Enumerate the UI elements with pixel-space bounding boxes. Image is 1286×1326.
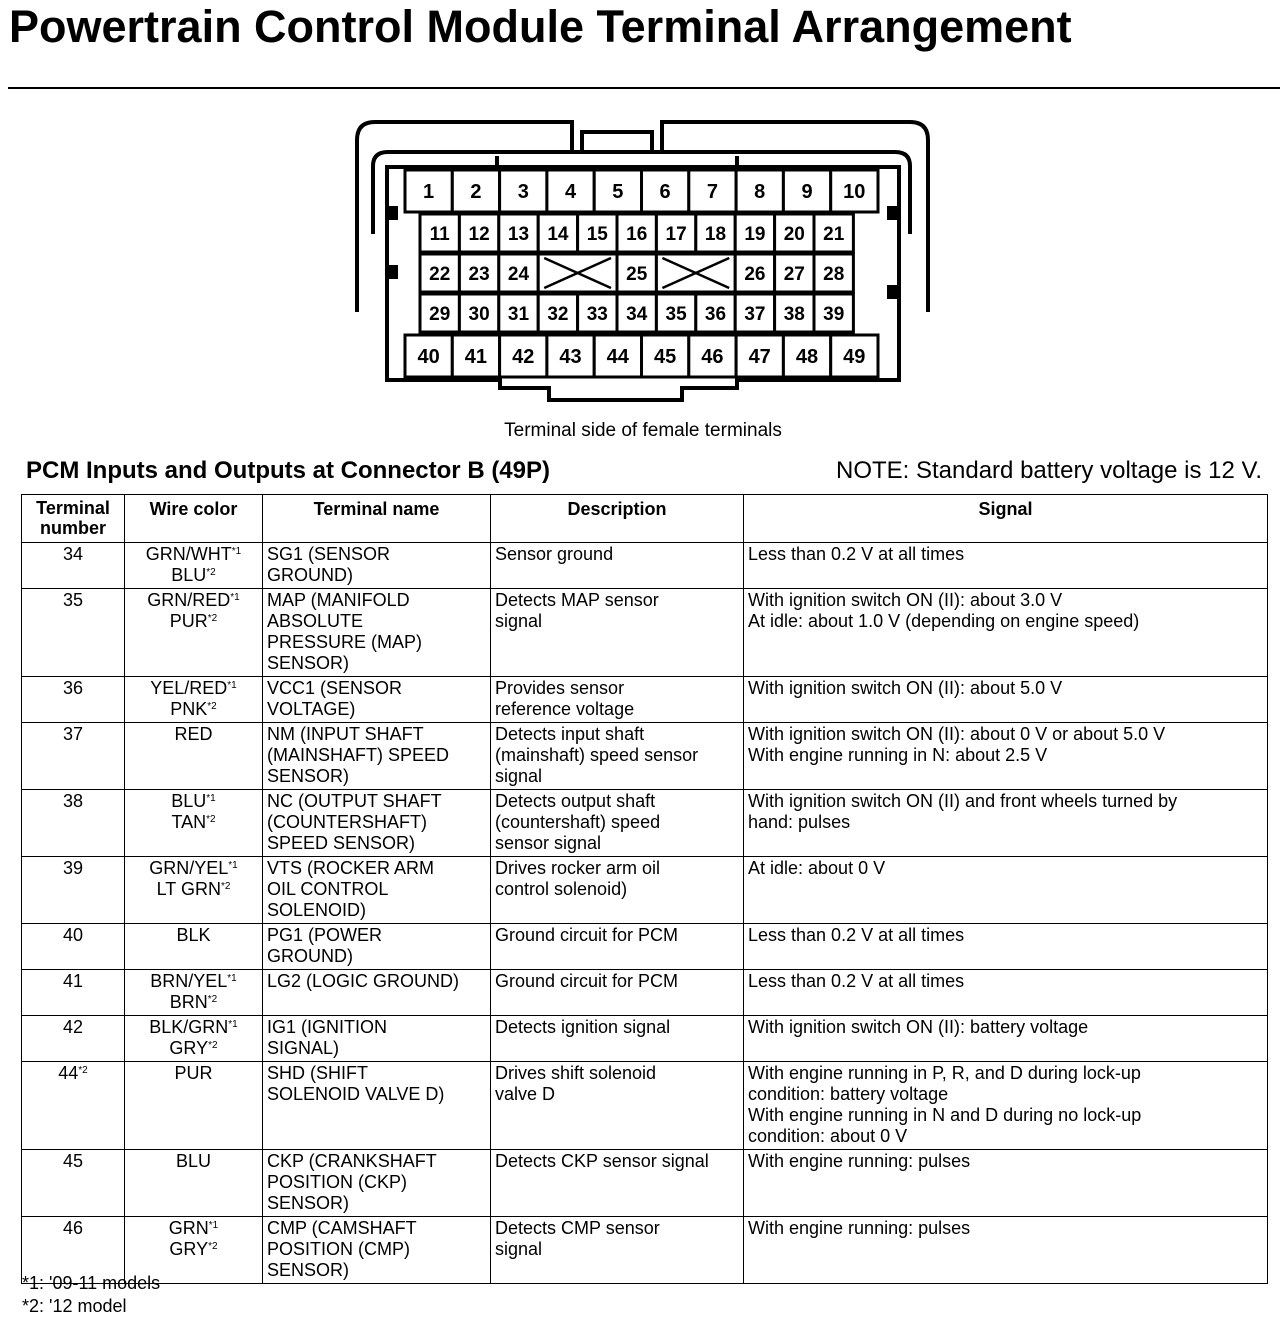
header-signal: Signal [744, 495, 1268, 543]
svg-text:8: 8 [754, 181, 766, 204]
cell-signal: With ignition switch ON (II) and front wheels turned by hand: pulses [744, 790, 1268, 857]
cell-wire-color: GRN/RED$^{*1}$ PUR$^{*2}$ [125, 589, 263, 677]
terminal-36 [696, 294, 735, 332]
cell-terminal: 44$^{*2}$ [22, 1062, 125, 1150]
cell-terminal-name: LG2 (LOGIC GROUND) [263, 970, 491, 1016]
table-row [22, 1217, 1268, 1284]
svg-text:26: 26 [744, 263, 766, 285]
cell-terminal: 35 [22, 589, 125, 677]
svg-text:37: 37 [744, 303, 766, 325]
svg-text:33: 33 [586, 303, 608, 325]
terminal-12 [459, 214, 498, 252]
cell-signal: With engine running in P, R, and D during lock-up condition: battery voltage With engine running in N and D during no lock-up condition: about 0 V [744, 1062, 1268, 1150]
svg-text:17: 17 [665, 223, 687, 245]
terminal-15 [578, 214, 617, 252]
cell-terminal: 36 [22, 677, 125, 723]
terminal-22 [420, 254, 459, 292]
svg-text:24: 24 [507, 263, 530, 285]
svg-text:47: 47 [748, 346, 771, 369]
terminal-38 [775, 294, 814, 332]
svg-text:32: 32 [547, 303, 569, 325]
cell-terminal: 45 [22, 1150, 125, 1217]
cell-signal: At idle: about 0 V [744, 857, 1268, 924]
cell-terminal-name: CMP (CAMSHAFT POSITION (CMP) SENSOR) [263, 1217, 491, 1284]
connector-caption: Terminal side of female terminals [504, 420, 782, 441]
terminal-11 [420, 214, 459, 252]
cell-terminal: 34 [22, 543, 125, 589]
footnote-2: *2: '12 model [22, 1296, 127, 1316]
cell-description: Detects input shaft (mainshaft) speed sensor signal [491, 723, 744, 790]
section-title: PCM Inputs and Outputs at Connector B (49P) [26, 457, 551, 484]
terminal-7 [689, 170, 736, 212]
terminal-20 [775, 214, 814, 252]
svg-text:20: 20 [783, 223, 805, 245]
cell-terminal: 41 [22, 970, 125, 1016]
cell-terminal-name: CKP (CRANKSHAFT POSITION (CKP) SENSOR) [263, 1150, 491, 1217]
cell-description: Detects output shaft (countershaft) speed sensor signal [491, 790, 744, 857]
cell-description: Detects CKP sensor signal [491, 1150, 744, 1217]
terminal-24 [499, 254, 538, 292]
cell-terminal-name: PG1 (POWER GROUND) [263, 924, 491, 970]
cell-terminal-name: VCC1 (SENSOR VOLTAGE) [263, 677, 491, 723]
svg-text:39: 39 [823, 303, 845, 325]
svg-text:3: 3 [517, 181, 529, 204]
cell-wire-color: BLU [125, 1150, 263, 1217]
cell-wire-color: BRN/YEL$^{*1}$ BRN$^{*2}$ [125, 970, 263, 1016]
cell-wire-color: BLK [125, 924, 263, 970]
terminal-3 [500, 170, 547, 212]
cell-wire-color: GRN/WHT$^{*1}$ BLU$^{*2}$ [125, 543, 263, 589]
cell-terminal-name: SHD (SHIFT SOLENOID VALVE D) [263, 1062, 491, 1150]
terminal-46 [689, 335, 736, 377]
terminal-47 [736, 335, 783, 377]
svg-text:14: 14 [547, 223, 569, 245]
cell-terminal: 42 [22, 1016, 125, 1062]
svg-text:18: 18 [704, 223, 727, 245]
pin-table [21, 494, 1268, 1284]
terminal-37 [735, 294, 774, 332]
terminal-39 [814, 294, 853, 332]
terminal-8 [736, 170, 783, 212]
terminal-2 [452, 170, 499, 212]
terminal-27 [775, 254, 814, 292]
table-row [22, 677, 1268, 723]
cell-signal: Less than 0.2 V at all times [744, 924, 1268, 970]
svg-text:38: 38 [783, 303, 805, 325]
svg-text:27: 27 [783, 263, 805, 285]
connector-diagram [0, 0, 1286, 420]
cell-description: Detects CMP sensor signal [491, 1217, 744, 1284]
terminal-14 [538, 214, 577, 252]
cell-terminal: 37 [22, 723, 125, 790]
page-title: Powertrain Control Module Terminal Arrangement [9, 1, 1072, 52]
svg-text:21: 21 [823, 223, 845, 245]
terminal-26 [735, 254, 774, 292]
svg-text:22: 22 [429, 263, 451, 285]
svg-text:28: 28 [823, 263, 845, 285]
svg-text:6: 6 [659, 181, 671, 204]
cell-terminal: 38 [22, 790, 125, 857]
table-row [22, 543, 1268, 589]
cell-terminal: 40 [22, 924, 125, 970]
svg-text:30: 30 [468, 303, 490, 325]
terminal-44 [594, 335, 641, 377]
terminal-19 [735, 214, 774, 252]
svg-text:40: 40 [417, 346, 440, 369]
cell-terminal: 46 [22, 1217, 125, 1284]
cell-signal: Less than 0.2 V at all times [744, 970, 1268, 1016]
svg-text:44: 44 [606, 346, 629, 369]
terminal-6 [642, 170, 689, 212]
header-terminal-number: Terminal number [22, 495, 125, 543]
cell-wire-color: RED [125, 723, 263, 790]
table-row [22, 1062, 1268, 1150]
terminal-35 [656, 294, 695, 332]
svg-text:5: 5 [612, 181, 624, 204]
cell-signal: With engine running: pulses [744, 1150, 1268, 1217]
terminal-48 [783, 335, 830, 377]
svg-text:42: 42 [512, 346, 535, 369]
cell-terminal-name: MAP (MANIFOLD ABSOLUTE PRESSURE (MAP) SENSOR) [263, 589, 491, 677]
terminal-16 [617, 214, 656, 252]
header-description: Description [491, 495, 744, 543]
svg-text:4: 4 [564, 181, 577, 204]
terminal-32 [538, 294, 577, 332]
table-header-row [22, 495, 1268, 543]
blank-cavity [538, 254, 617, 292]
blank-cavity [656, 254, 735, 292]
cell-wire-color: YEL/RED$^{*1}$ PNK$^{*2}$ [125, 677, 263, 723]
svg-text:23: 23 [468, 263, 490, 285]
footnote-1: *1: '09-11 models [22, 1273, 161, 1293]
table-row [22, 589, 1268, 677]
svg-text:9: 9 [801, 181, 813, 204]
table-row [22, 924, 1268, 970]
cell-terminal: 39 [22, 857, 125, 924]
terminal-31 [499, 294, 538, 332]
svg-text:31: 31 [507, 303, 530, 325]
svg-text:36: 36 [704, 303, 727, 325]
cell-signal: With ignition switch ON (II): about 0 V or about 5.0 V With engine running in N: about 2.5 V [744, 723, 1268, 790]
cell-wire-color: PUR [125, 1062, 263, 1150]
terminal-25 [617, 254, 656, 292]
svg-text:49: 49 [843, 346, 866, 369]
table-row [22, 970, 1268, 1016]
svg-text:7: 7 [706, 181, 718, 204]
cell-signal: Less than 0.2 V at all times [744, 543, 1268, 589]
svg-text:29: 29 [429, 303, 451, 325]
svg-text:46: 46 [701, 346, 724, 369]
terminal-29 [420, 294, 459, 332]
terminal-1 [405, 170, 452, 212]
table-row [22, 790, 1268, 857]
terminal-30 [459, 294, 498, 332]
cell-signal: With ignition switch ON (II): about 5.0 V [744, 677, 1268, 723]
svg-text:43: 43 [559, 346, 582, 369]
cell-description: Drives shift solenoid valve D [491, 1062, 744, 1150]
svg-text:13: 13 [507, 223, 530, 245]
cell-wire-color: BLK/GRN$^{*1}$ GRY$^{*2}$ [125, 1016, 263, 1062]
cell-description: Detects ignition signal [491, 1016, 744, 1062]
terminal-17 [656, 214, 695, 252]
cell-terminal-name: IG1 (IGNITION SIGNAL) [263, 1016, 491, 1062]
cell-wire-color: BLU$^{*1}$ TAN$^{*2}$ [125, 790, 263, 857]
table-row [22, 1016, 1268, 1062]
terminal-40 [405, 335, 452, 377]
cell-description: Drives rocker arm oil control solenoid) [491, 857, 744, 924]
svg-text:25: 25 [626, 263, 648, 285]
header-terminal-name: Terminal name [263, 495, 491, 543]
table-row [22, 1150, 1268, 1217]
svg-text:11: 11 [429, 223, 450, 245]
terminal-33 [578, 294, 617, 332]
cell-description: Detects MAP sensor signal [491, 589, 744, 677]
svg-text:45: 45 [653, 346, 677, 369]
terminal-23 [459, 254, 498, 292]
svg-text:16: 16 [626, 223, 648, 245]
terminal-41 [452, 335, 499, 377]
terminal-42 [500, 335, 547, 377]
svg-text:2: 2 [470, 181, 482, 204]
cell-signal: With engine running: pulses [744, 1217, 1268, 1284]
terminal-9 [783, 170, 830, 212]
voltage-note: NOTE: Standard battery voltage is 12 V. [835, 457, 1262, 484]
table-row [22, 857, 1268, 924]
header-wire-color: Wire color [125, 495, 263, 543]
svg-text:1: 1 [423, 181, 435, 204]
svg-text:19: 19 [744, 223, 766, 245]
terminal-10 [831, 170, 878, 212]
terminal-18 [696, 214, 735, 252]
cell-terminal-name: NC (OUTPUT SHAFT (COUNTERSHAFT) SPEED SENSOR) [263, 790, 491, 857]
svg-text:41: 41 [464, 346, 488, 369]
svg-text:12: 12 [468, 223, 490, 245]
cell-wire-color: GRN$^{*1}$ GRY$^{*2}$ [125, 1217, 263, 1284]
terminal-4 [547, 170, 594, 212]
cell-description: Provides sensor reference voltage [491, 677, 744, 723]
cell-terminal-name: NM (INPUT SHAFT (MAINSHAFT) SPEED SENSOR) [263, 723, 491, 790]
svg-text:15: 15 [586, 223, 608, 245]
terminal-45 [642, 335, 689, 377]
svg-text:10: 10 [843, 181, 866, 204]
table-row [22, 723, 1268, 790]
svg-text:34: 34 [626, 303, 648, 325]
svg-text:48: 48 [795, 346, 819, 369]
cell-description: Sensor ground [491, 543, 744, 589]
cell-wire-color: GRN/YEL$^{*1}$ LT GRN$^{*2}$ [125, 857, 263, 924]
cell-terminal-name: VTS (ROCKER ARM OIL CONTROL SOLENOID) [263, 857, 491, 924]
cell-description: Ground circuit for PCM [491, 970, 744, 1016]
terminal-21 [814, 214, 853, 252]
terminal-28 [814, 254, 853, 292]
cell-signal: With ignition switch ON (II): about 3.0 V At idle: about 1.0 V (depending on engine speed) [744, 589, 1268, 677]
terminal-5 [594, 170, 641, 212]
cell-signal: With ignition switch ON (II): battery voltage [744, 1016, 1268, 1062]
terminal-49 [831, 335, 878, 377]
cell-description: Ground circuit for PCM [491, 924, 744, 970]
svg-text:35: 35 [665, 303, 687, 325]
cell-terminal-name: SG1 (SENSOR GROUND) [263, 543, 491, 589]
terminal-13 [499, 214, 538, 252]
terminal-43 [547, 335, 594, 377]
terminal-34 [617, 294, 656, 332]
